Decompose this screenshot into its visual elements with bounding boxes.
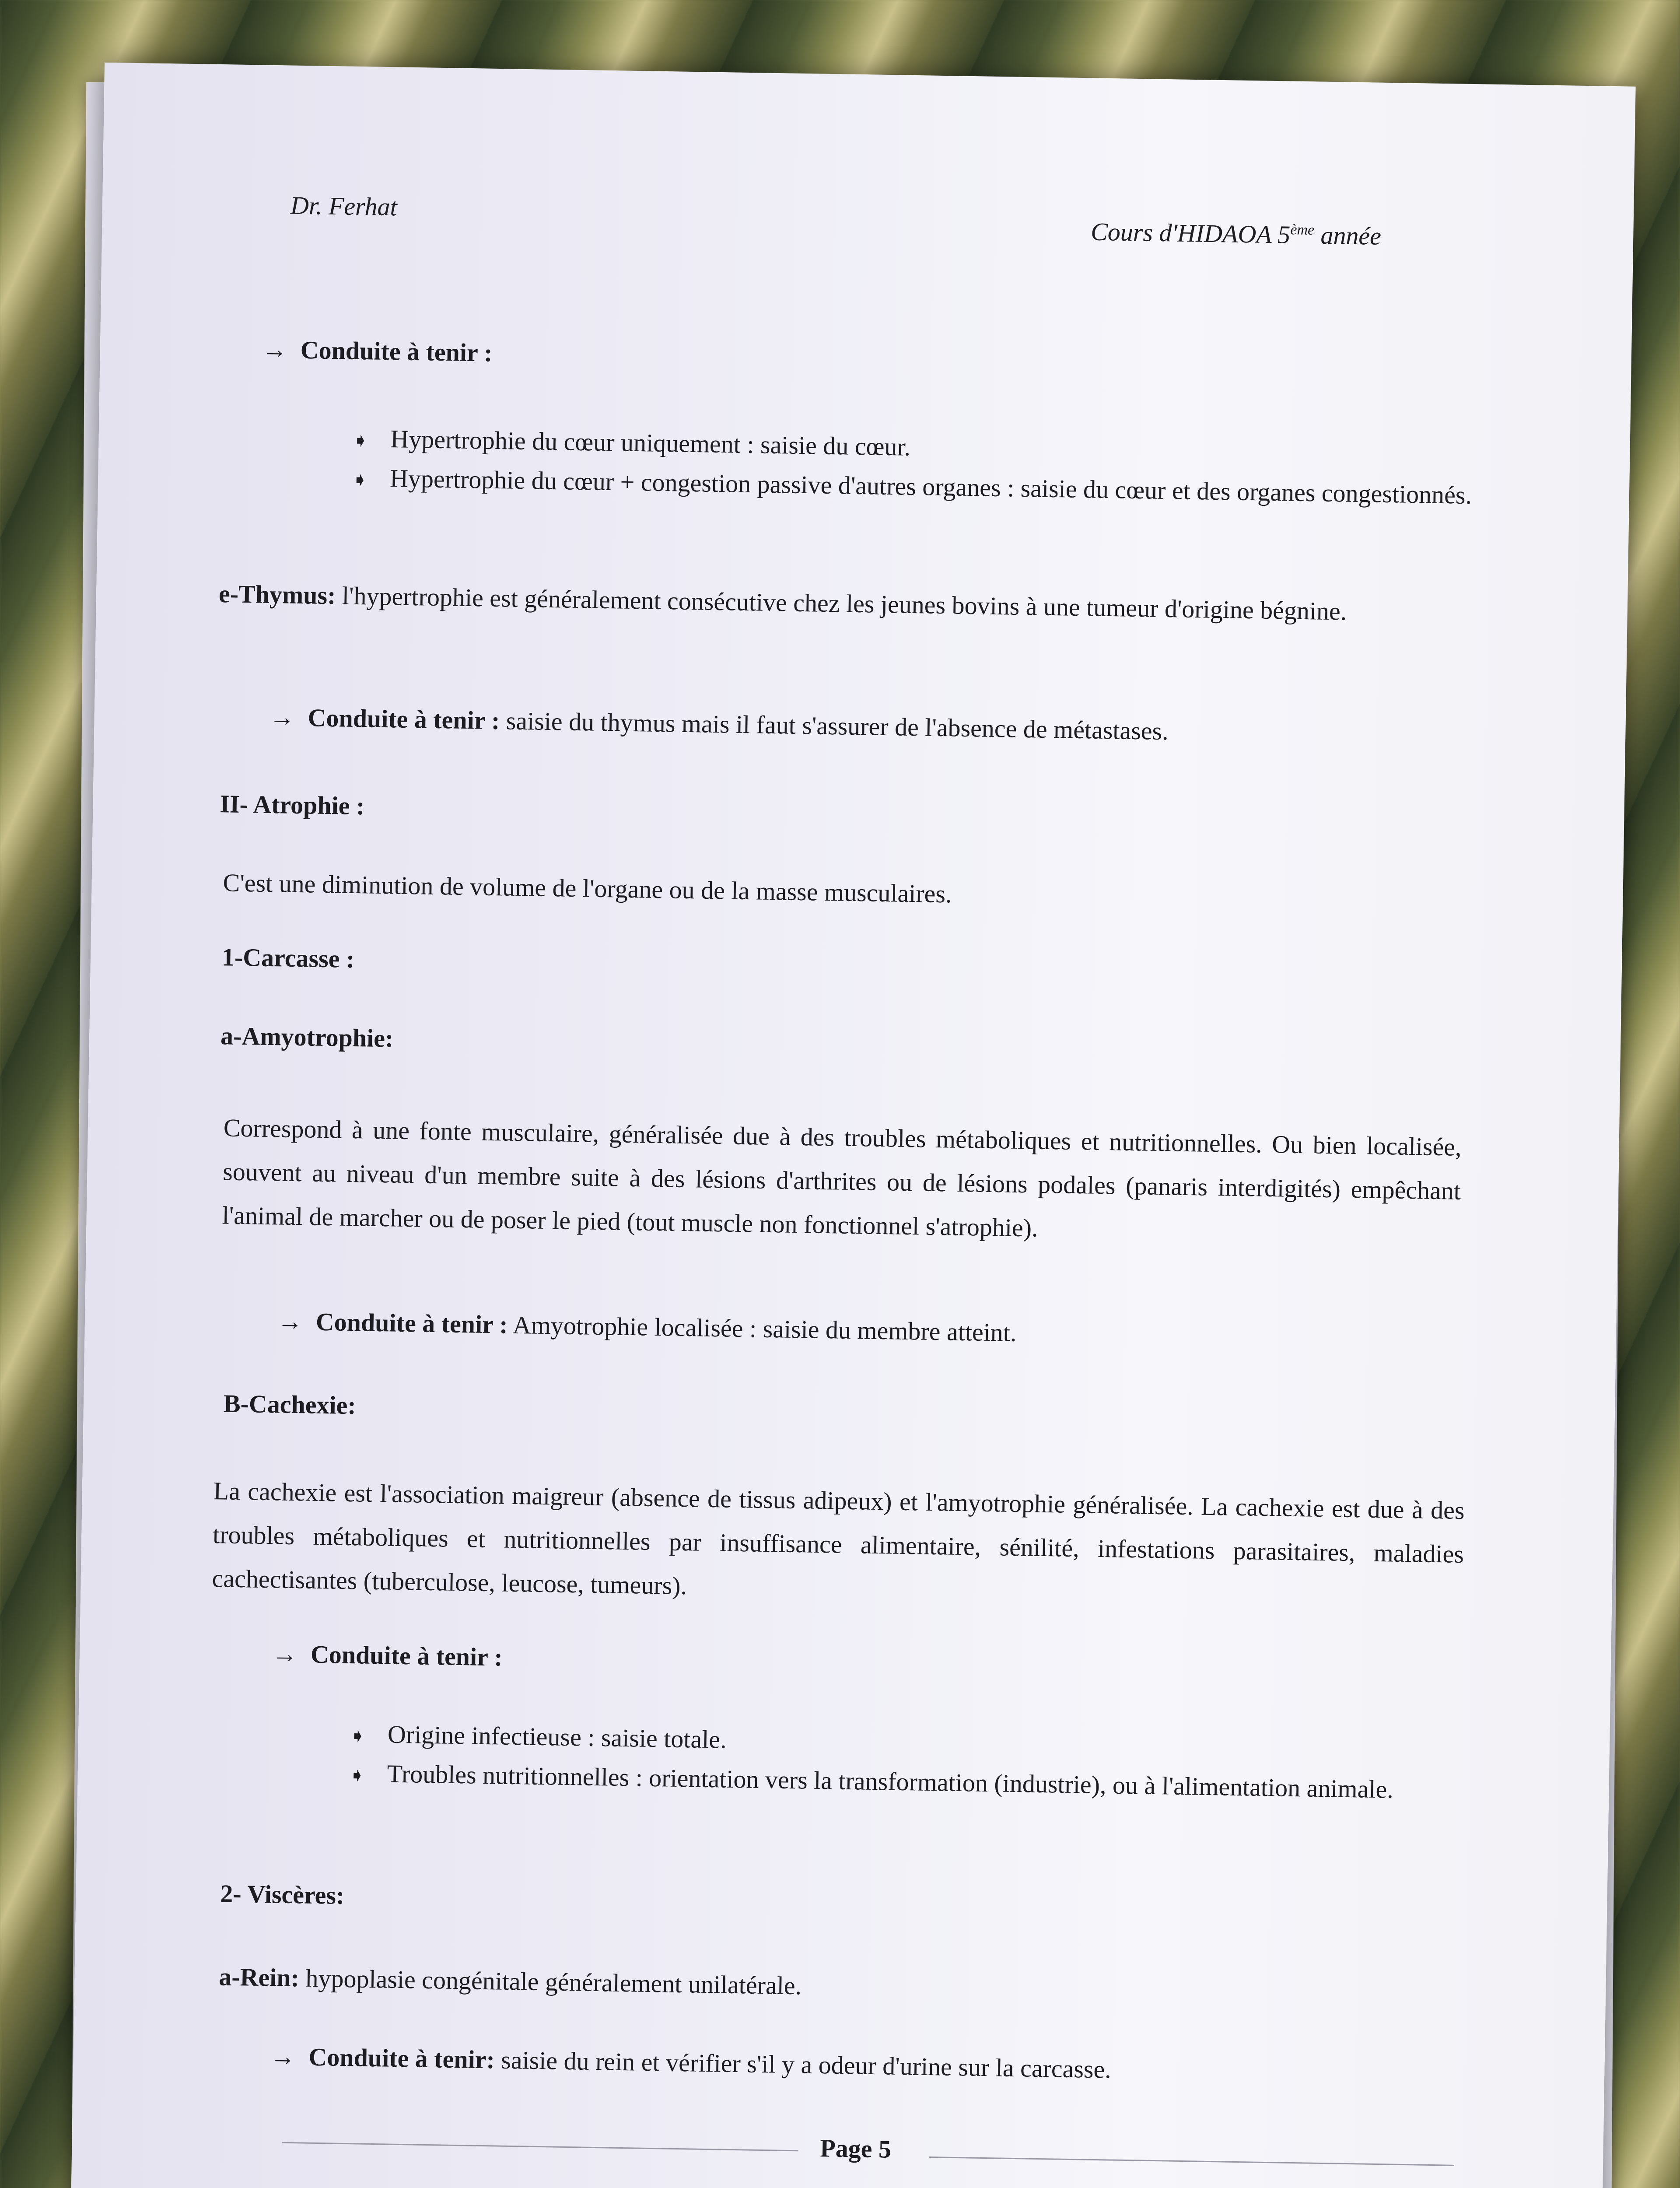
conduite-rein [270, 2034, 1112, 2091]
bullet-arrow-icon: ➧ [349, 1725, 366, 1747]
header-course-sup: ème [1290, 221, 1315, 238]
bullet-text: Origine infectieuse : saisie totale. [387, 1720, 727, 1754]
document-page [70, 63, 1635, 2188]
header-course [1091, 205, 1382, 258]
visceres-title: 2- Viscères: [220, 1879, 345, 1910]
conduite-label: Conduite à tenir: [308, 2042, 495, 2074]
rein-label: a-Rein: [218, 1962, 300, 1992]
thymus-text: l'hypertrophie est généralement consécutive chez les jeunes bovins à une tumeur d'origine bégnine. [335, 581, 1347, 626]
rein-paragraph [219, 1955, 802, 2008]
bullet-text: Troubles nutritionnelles : orientation vers la transformation (industrie), ou à l'alimentation animale. [387, 1759, 1394, 1804]
thymus-label: e-Thymus: [218, 579, 336, 610]
cachexie-title: B-Cachexie: [223, 1389, 357, 1420]
carcasse-title: 1-Carcasse : [221, 943, 355, 974]
footer-rule-right [929, 2156, 1454, 2166]
header-course-prefix: Cours d'HIDAOA 5 [1090, 217, 1291, 249]
atrophie-definition: C'est une diminution de volume de l'organe ou de la masse musculaires. [223, 868, 952, 908]
amyotrophie-paragraph: Correspond à une fonte musculaire, généralisée due à des troubles métaboliques et nutritionnelles. Ou bien localisée, souvent au niveau d'un membre suite à des lésions d'arthrites ou de lésions podales (panaris interdigités) empêchant l'animal de marcher ou de poser le pied (tout muscle non fonctionnel s'atrophie). [222, 1113, 1462, 1242]
bullet-arrow-icon: ➧ [349, 1764, 365, 1786]
bullet-arrow-icon: ➧ [352, 429, 369, 452]
atrophie-title: II- Atrophie : [220, 789, 365, 820]
rein-text: hypoplasie congénitale généralement unilatérale. [299, 1964, 802, 2000]
conduite-heading-1 [262, 328, 493, 375]
conduite-label: Conduite à tenir : [300, 335, 493, 367]
conduite-thymus [269, 695, 1169, 753]
arrow-icon: → [269, 702, 295, 732]
arrow-icon: → [272, 1639, 298, 1669]
conduite-label: Conduite à tenir : [315, 1307, 508, 1339]
bullet-text: Hypertrophie du cœur + congestion passive d'autres organes : saisie du cœur et des organes congestionnés. [389, 464, 1472, 510]
amyotrophie-title: a-Amyotrophie: [220, 1021, 394, 1053]
conduite-text: saisie du thymus mais il faut s'assurer de l'absence de métastases. [499, 706, 1169, 746]
arrow-icon: → [262, 335, 288, 364]
conduite-text: Amyotrophie localisée : saisie du membre atteint. [508, 1310, 1017, 1347]
arrow-icon: → [270, 2042, 296, 2071]
header-author: Dr. Ferhat [290, 191, 398, 221]
conduite-text: saisie du rein et vérifier s'il y a odeur d'urine sur la carcasse. [494, 2045, 1112, 2084]
footer-rule-left [282, 2142, 798, 2152]
thymus-paragraph [218, 572, 1461, 635]
cachexie-paragraph: La cachexie est l'association maigreur (absence de tissus adipeux) et l'amyotrophie généralisée. La cachexie est due à des troubles métaboliques et nutritionnelles par insuffisance alimentaire, sénilité, infestations parasitaires, maladies cachectisantes (tuberculose, leucose, tumeurs). [212, 1476, 1465, 1600]
bullet-arrow-icon: ➧ [351, 469, 368, 491]
bullet-text: Hypertrophie du cœur uniquement : saisie du cœur. [390, 424, 911, 461]
page-number: Page 5 [819, 2134, 892, 2163]
conduite-cachexie [272, 1632, 503, 1679]
header-course-suffix: année [1314, 221, 1382, 251]
arrow-icon: → [277, 1307, 303, 1336]
conduite-amyotrophie [277, 1299, 1017, 1355]
conduite-label: Conduite à tenir : [308, 703, 500, 735]
conduite-label: Conduite à tenir : [310, 1640, 503, 1672]
